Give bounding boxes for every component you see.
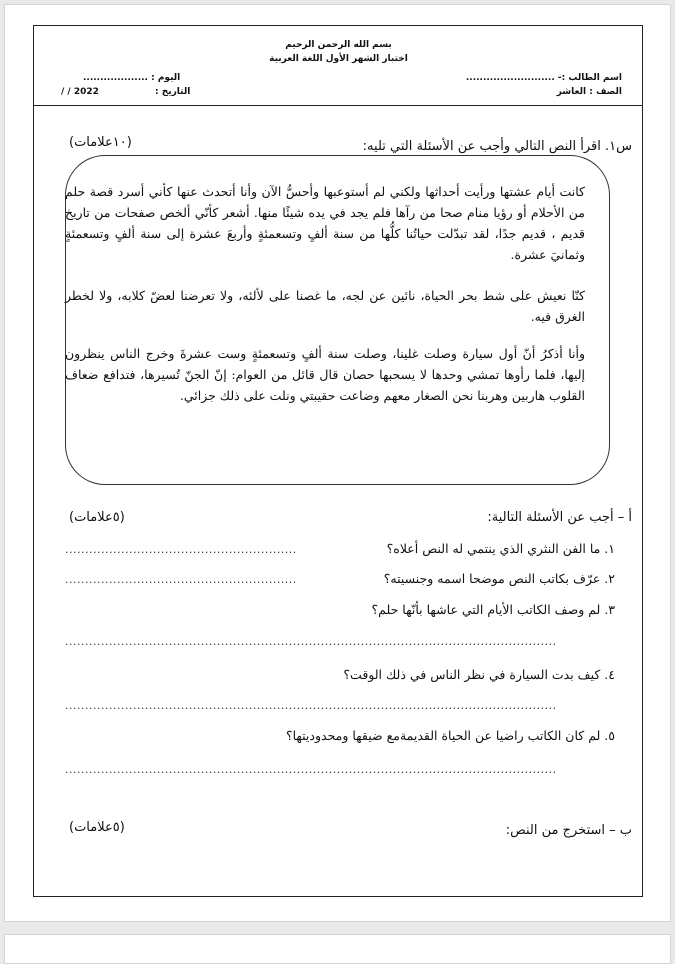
header-divider [33,105,643,106]
grade-label: الصف : العاشر [556,87,622,97]
student-name-field: اسم الطالب :- .......................... [465,73,622,83]
question-a1: ١. ما الفن النثري الذي ينتمي له النص أعلاه؟ [386,541,615,556]
answer-line-a5[interactable]: ........................................................................................................................... [65,763,557,776]
question1-marks: (١٠علامات) [69,135,132,150]
section-a-title: أ – أجب عن الأسئلة التالية: [487,510,632,525]
answer-line-a2[interactable]: .......................................................... [65,573,297,586]
basmala: بسم الله الرحمن الرحيم [285,40,392,50]
section-a-marks: (٥علامات) [69,510,125,525]
answer-line-a1[interactable]: .......................................................... [65,543,297,556]
question-a2: ٢. عرّف بكاتب النص موضحا اسمه وجنسيته؟ [383,571,615,586]
date-value: 2022 / / [61,87,99,97]
section-b-marks: (٥علامات) [69,820,125,835]
section-b-title: ب – استخرج من النص: [505,823,632,838]
date-label: التاريخ : [155,87,191,97]
answer-line-a4[interactable]: ........................................................................................................................... [65,699,557,712]
question-a5: ٥. لم كان الكاتب راضيا عن الحياة القديمةمع ضيقها ومحدوديتها؟ [285,728,615,743]
passage-paragraph-1: كانت أيام عشتها ورأيت أحداثها ولكني لم أستوعبها وأحسُّ الآن وأنا أتحدث عنها كأني أسرد قصة حلم من الأحلام أو رؤيا منام صحا من رآها فلم يجد في يده شيئًا منها. أشعر كأنّي ألخص صفحات من تاريخ قديم ، قديم جدًا، لقد تبدّلت حياتُنا كلُّها من سنة ألفٍ وتسعمئةٍ وأربعَ عشرة إلى سنة ألفٍ وتسعمئةٍ وثمانيَ عشرة. [65,184,585,262]
passage-paragraph-2: كنّا نعيش على شط بحر الحياة، نائين عن لجه، ما غصنا على لألئه، ولا تعرضنا لعضّ كلابه، ولا لخطر الغرق فيه. [65,288,585,324]
question1-title: س١. اقرأ النص التالي وأجب عن الأسئلة التي تليه: [362,139,632,154]
question-a3: ٣. لم وصف الكاتب الأيام التي عاشها بأنّها حلم؟ [371,602,615,617]
exam-title: اختبار الشهر الأول اللغة العربية [269,54,408,64]
passage-paragraph-3: وأنا أذكرُ أنّ أول سيارة وصلت غلينا، وصلت سنة ألفٍ وتسعمئةٍ وست عشرةَ وخرج الناس ينظرون إليها، فلما رأوها تمشي وحدها لا يسحبها حصان قال قائل من العوام: إنّ الجنّ تُسيرها، فتدافع ضعاف القلوب هاربين وهربنا نحن الصغار معهم وضاعت حقيبتي ونلت على ذلك جزائي. [65,346,585,403]
question-a4: ٤. كيف بدت السيارة في نظر الناس في ذلك الوقت؟ [343,667,615,682]
exam-page [4,4,671,922]
day-field: اليوم : ................... [83,73,181,83]
answer-line-a3[interactable]: ........................................................................................................................... [65,635,557,648]
